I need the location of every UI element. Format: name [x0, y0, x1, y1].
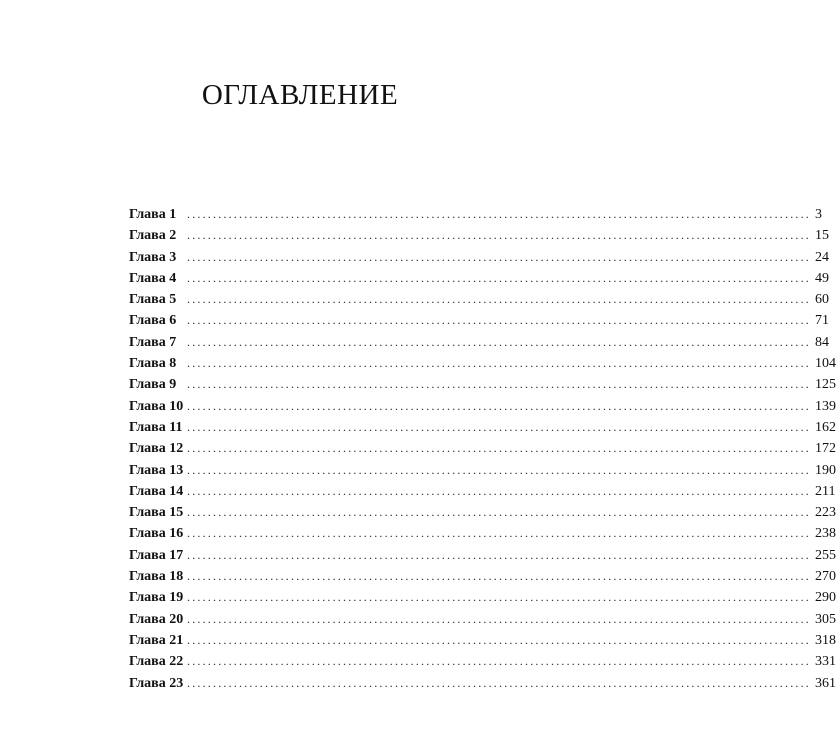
page-number: 104	[815, 356, 836, 372]
chapter-label: Глава 3	[129, 249, 177, 265]
chapter-label: Глава 17	[129, 547, 184, 563]
page-number: 290	[815, 590, 836, 606]
page-number: 139	[815, 398, 836, 414]
toc-entry	[129, 417, 836, 438]
toc-entry	[129, 374, 836, 395]
chapter-label: Глава 13	[129, 462, 184, 478]
chapter-label: Глава 2	[129, 228, 177, 244]
chapter-label: Глава 15	[129, 505, 184, 521]
dot-leader: ........................................................................................................................	[187, 675, 811, 690]
toc-entry	[129, 310, 829, 331]
chapter-label: Глава 4	[129, 270, 177, 286]
toc-entry	[129, 396, 836, 417]
toc-entry	[129, 587, 836, 608]
toc-entry	[129, 438, 836, 459]
toc-entry	[129, 523, 836, 544]
page-number: 24	[815, 249, 829, 265]
dot-leader: ........................................................................................................................	[187, 377, 811, 392]
dot-leader: ........................................................................................................................	[187, 526, 811, 541]
dot-leader: ........................................................................................................................	[187, 249, 811, 264]
chapter-label: Глава 5	[129, 292, 177, 308]
dot-leader: ........................................................................................................................	[187, 483, 811, 498]
chapter-label: Глава 22	[129, 654, 184, 670]
chapter-label: Глава 18	[129, 569, 184, 585]
toc-entry	[129, 545, 836, 566]
chapter-label: Глава 14	[129, 483, 184, 499]
toc-entry	[129, 481, 836, 502]
toc-entry	[129, 247, 829, 268]
page-number: 238	[815, 526, 836, 542]
chapter-label: Глава 10	[129, 398, 184, 414]
chapter-label: Глава 12	[129, 441, 184, 457]
toc-entry	[129, 609, 836, 630]
page-number: 211	[815, 483, 836, 499]
chapter-label: Глава 6	[129, 313, 177, 329]
page-number: 331	[815, 654, 836, 670]
dot-leader: ........................................................................................................................	[187, 313, 811, 328]
dot-leader: ........................................................................................................................	[187, 419, 811, 434]
page-number: 3	[815, 207, 822, 222]
toc-entry	[129, 225, 829, 246]
dot-leader: ........................................................................................................................	[187, 547, 811, 562]
dot-leader: ........................................................................................................................	[187, 398, 811, 413]
dot-leader: ........................................................................................................................	[187, 270, 811, 285]
dot-leader: ........................................................................................................................	[187, 356, 811, 371]
dot-leader: ........................................................................................................................	[187, 632, 811, 647]
chapter-label: Глава 16	[129, 526, 184, 542]
chapter-label: Глава 9	[129, 377, 177, 393]
page-number: 15	[815, 228, 829, 244]
chapter-label: Глава 8	[129, 356, 177, 372]
toc-entry	[129, 204, 822, 225]
dot-leader: ........................................................................................................................	[187, 569, 811, 584]
toc-entry	[129, 332, 829, 353]
dot-leader: ........................................................................................................................	[187, 654, 811, 669]
page-number: 49	[815, 270, 829, 286]
chapter-label: Глава 21	[129, 632, 184, 648]
page-title: ОГЛАВЛЕНИЕ	[201, 79, 399, 111]
page-number: 125	[815, 377, 836, 393]
dot-leader: ........................................................................................................................	[187, 590, 811, 605]
page-number: 172	[815, 441, 836, 457]
dot-leader: ........................................................................................................................	[187, 334, 811, 349]
chapter-label: Глава 20	[129, 611, 184, 627]
page-number: 318	[815, 632, 836, 648]
toc-entry	[129, 630, 836, 651]
chapter-label: Глава 19	[129, 590, 184, 606]
dot-leader: ........................................................................................................................	[187, 462, 811, 477]
toc-entry	[129, 651, 836, 672]
page-number: 60	[815, 292, 829, 308]
page-number: 270	[815, 569, 836, 585]
page-number: 255	[815, 547, 836, 563]
page-number: 223	[815, 505, 836, 521]
page-number: 305	[815, 611, 836, 627]
dot-leader: ........................................................................................................................	[187, 441, 811, 456]
chapter-label: Глава 1	[129, 207, 177, 222]
toc-entry	[129, 460, 836, 481]
toc-entry	[129, 566, 836, 587]
page-number: 162	[815, 419, 836, 435]
dot-leader: ........................................................................................................................	[187, 611, 811, 626]
toc-entry	[129, 673, 836, 694]
chapter-label: Глава 11	[129, 419, 183, 435]
dot-leader: ........................................................................................................................	[187, 505, 811, 520]
chapter-label: Глава 7	[129, 334, 177, 350]
toc-entry	[129, 353, 836, 374]
page-number: 71	[815, 313, 829, 329]
toc-entry	[129, 268, 829, 289]
page-number: 84	[815, 334, 829, 350]
toc-entry	[129, 502, 836, 523]
table-of-contents	[129, 204, 836, 694]
dot-leader: ........................................................................................................................	[187, 292, 811, 307]
page-number: 361	[815, 675, 836, 691]
page-number: 190	[815, 462, 836, 478]
dot-leader: ........................................................................................................................	[187, 228, 811, 243]
chapter-label: Глава 23	[129, 675, 184, 691]
toc-entry	[129, 289, 829, 310]
dot-leader: ........................................................................................................................	[187, 207, 811, 221]
